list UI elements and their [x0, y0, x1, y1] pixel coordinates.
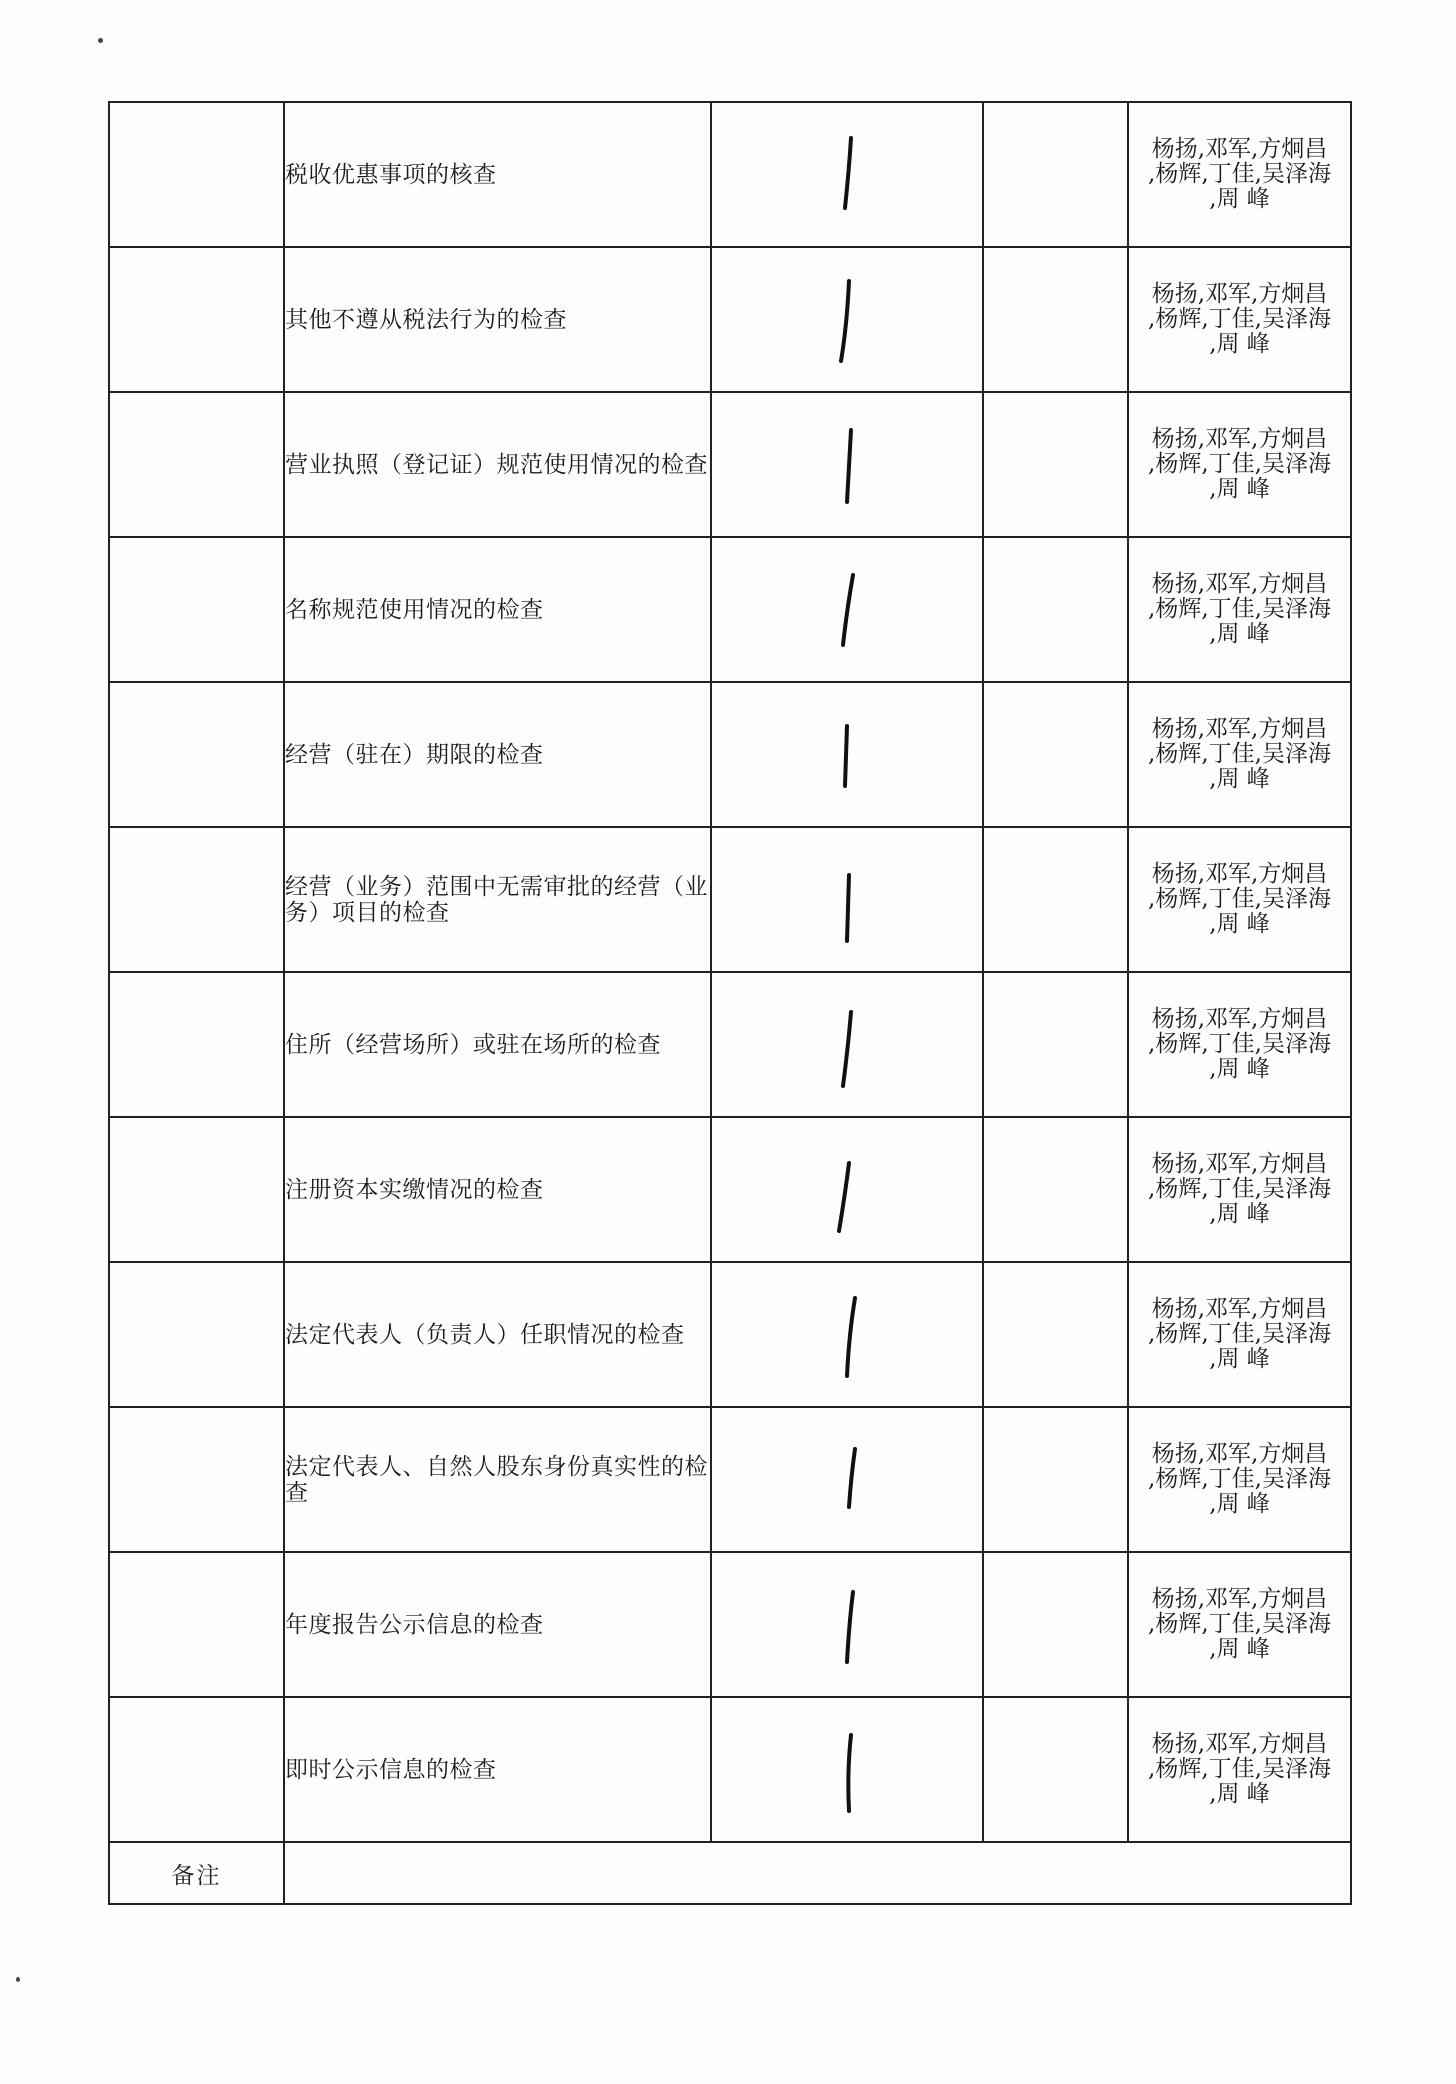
result-cell [983, 392, 1128, 537]
table-row [109, 1262, 1351, 1407]
check-cell [711, 102, 983, 247]
handwritten-check-mark [827, 565, 867, 655]
result-cell [983, 1117, 1128, 1262]
table-row [109, 827, 1351, 972]
result-cell [983, 1262, 1128, 1407]
check-cell [711, 1697, 983, 1842]
table-row [109, 537, 1351, 682]
remark-label: 备注 [109, 1842, 284, 1904]
inspector-names: 杨扬,邓军,方炯昌 ,杨辉,丁佳,吴泽海 ,周 峰 [1128, 682, 1351, 827]
check-cell [711, 1117, 983, 1262]
blank-cell [109, 682, 284, 827]
handwritten-check-mark [827, 130, 867, 220]
inspection-table-body [109, 102, 1351, 1904]
blank-cell [109, 537, 284, 682]
handwritten-check-mark [827, 1580, 867, 1670]
inspection-item: 法定代表人（负责人）任职情况的检查 [284, 1262, 711, 1407]
result-cell [983, 537, 1128, 682]
check-cell [711, 537, 983, 682]
handwritten-check-mark [827, 1000, 867, 1090]
check-cell [711, 1407, 983, 1552]
handwritten-check-mark [827, 710, 867, 800]
table-row [109, 682, 1351, 827]
inspector-names: 杨扬,邓军,方炯昌 ,杨辉,丁佳,吴泽海 ,周 峰 [1128, 247, 1351, 392]
check-cell [711, 972, 983, 1117]
inspection-item: 经营（业务）范围中无需审批的经营（业务）项目的检查 [284, 827, 711, 972]
inspector-names: 杨扬,邓军,方炯昌 ,杨辉,丁佳,吴泽海 ,周 峰 [1128, 972, 1351, 1117]
blank-cell [109, 972, 284, 1117]
result-cell [983, 1407, 1128, 1552]
handwritten-check-mark [827, 420, 867, 510]
inspection-item: 注册资本实缴情况的检查 [284, 1117, 711, 1262]
table-row [109, 1552, 1351, 1697]
blank-cell [109, 1552, 284, 1697]
check-cell [711, 682, 983, 827]
result-cell [983, 102, 1128, 247]
blank-cell [109, 247, 284, 392]
check-cell [711, 247, 983, 392]
result-cell [983, 1552, 1128, 1697]
result-cell [983, 682, 1128, 827]
table-row [109, 1407, 1351, 1552]
remark-row [109, 1842, 1351, 1904]
handwritten-check-mark [827, 1290, 867, 1380]
inspector-names: 杨扬,邓军,方炯昌 ,杨辉,丁佳,吴泽海 ,周 峰 [1128, 1262, 1351, 1407]
blank-cell [109, 1407, 284, 1552]
blank-cell [109, 1697, 284, 1842]
inspector-names: 杨扬,邓军,方炯昌 ,杨辉,丁佳,吴泽海 ,周 峰 [1128, 1117, 1351, 1262]
result-cell [983, 247, 1128, 392]
table-row [109, 1697, 1351, 1842]
handwritten-check-mark [827, 275, 867, 365]
check-cell [711, 392, 983, 537]
inspector-names: 杨扬,邓军,方炯昌 ,杨辉,丁佳,吴泽海 ,周 峰 [1128, 537, 1351, 682]
scan-speck [98, 38, 103, 43]
inspection-item: 即时公示信息的检查 [284, 1697, 711, 1842]
inspection-table [108, 101, 1352, 1905]
check-cell [711, 1262, 983, 1407]
result-cell [983, 827, 1128, 972]
table-row [109, 972, 1351, 1117]
handwritten-check-mark [827, 1435, 867, 1525]
inspector-names: 杨扬,邓军,方炯昌 ,杨辉,丁佳,吴泽海 ,周 峰 [1128, 1407, 1351, 1552]
handwritten-check-mark [827, 1145, 867, 1235]
handwritten-check-mark [827, 1725, 867, 1815]
inspector-names: 杨扬,邓军,方炯昌 ,杨辉,丁佳,吴泽海 ,周 峰 [1128, 102, 1351, 247]
inspector-names: 杨扬,邓军,方炯昌 ,杨辉,丁佳,吴泽海 ,周 峰 [1128, 827, 1351, 972]
scan-speck [16, 1977, 20, 1982]
inspector-names: 杨扬,邓军,方炯昌 ,杨辉,丁佳,吴泽海 ,周 峰 [1128, 1697, 1351, 1842]
blank-cell [109, 827, 284, 972]
inspection-item: 经营（驻在）期限的检查 [284, 682, 711, 827]
inspector-names: 杨扬,邓军,方炯昌 ,杨辉,丁佳,吴泽海 ,周 峰 [1128, 392, 1351, 537]
inspection-item: 名称规范使用情况的检查 [284, 537, 711, 682]
inspection-item: 税收优惠事项的核查 [284, 102, 711, 247]
table-row [109, 1117, 1351, 1262]
blank-cell [109, 1117, 284, 1262]
result-cell [983, 1697, 1128, 1842]
inspection-item: 年度报告公示信息的检查 [284, 1552, 711, 1697]
table-row [109, 392, 1351, 537]
blank-cell [109, 102, 284, 247]
blank-cell [109, 1262, 284, 1407]
inspection-item: 法定代表人、自然人股东身份真实性的检查 [284, 1407, 711, 1552]
remark-value [284, 1842, 1351, 1904]
check-cell [711, 827, 983, 972]
check-cell [711, 1552, 983, 1697]
blank-cell [109, 392, 284, 537]
result-cell [983, 972, 1128, 1117]
inspection-item: 营业执照（登记证）规范使用情况的检查 [284, 392, 711, 537]
table-row [109, 247, 1351, 392]
table-row [109, 102, 1351, 247]
inspection-item: 其他不遵从税法行为的检查 [284, 247, 711, 392]
inspector-names: 杨扬,邓军,方炯昌 ,杨辉,丁佳,吴泽海 ,周 峰 [1128, 1552, 1351, 1697]
inspection-item: 住所（经营场所）或驻在场所的检查 [284, 972, 711, 1117]
handwritten-check-mark [827, 855, 867, 945]
